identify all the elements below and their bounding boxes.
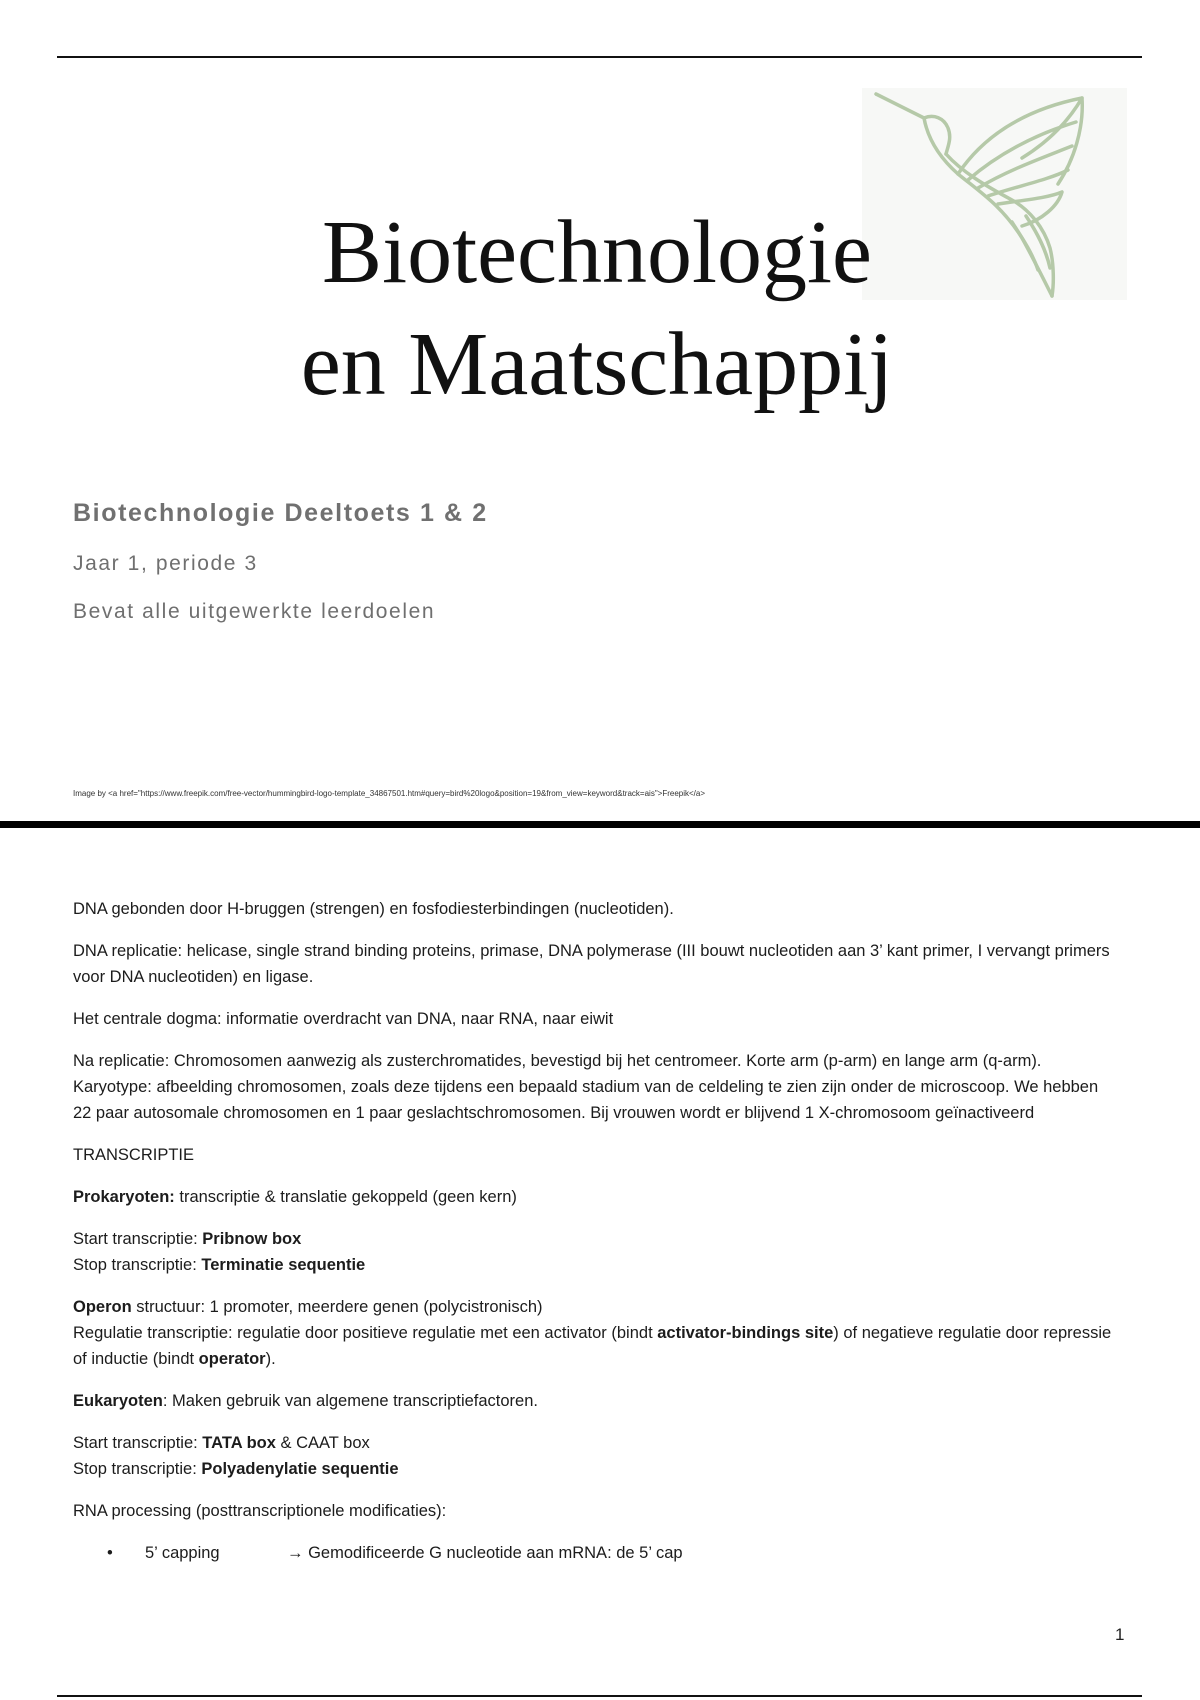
paragraph-central-dogma: Het centrale dogma: informatie overdracht van DNA, naar RNA, naar eiwit	[73, 1010, 614, 1028]
paragraph-chromosomes: Na replicatie: Chromosomen aanwezig als zusterchromatides, bevestigd bij het centromeer. Korte arm (p-arm) en lange arm (q-arm). Karyotype: afbeelding chromosomen, zoals deze tijdens een bepaald stadium van de celdeling te zien zijn onder de microscoop. We hebben 22 paar autosomale chromosomen en 1 paar geslachtschromosomen. Bij vrouwen wordt er blijvend 1 X-chromosoom geïnactiveerd	[73, 1052, 1099, 1122]
euk-start-label: Start transcriptie:	[73, 1434, 203, 1452]
bullet-term: 5’ capping	[145, 1544, 220, 1562]
page-number: 1	[1115, 1625, 1125, 1644]
description-label: Bevat alle uitgewerkte leerdoelen	[73, 600, 436, 623]
paragraph-operon	[73, 1294, 1118, 1372]
document-title-line-2: en Maatschappij	[300, 315, 894, 414]
paragraph-euk-start-stop	[73, 1430, 1118, 1482]
paragraph-prok-start-stop	[73, 1226, 1118, 1278]
subtitle: Biotechnologie Deeltoets 1 & 2	[73, 499, 488, 527]
regulatie-term-1: activator-bindings site	[657, 1324, 834, 1342]
regulatie-term-2: operator	[198, 1350, 266, 1368]
paragraph-dna-bonds: DNA gebonden door H-bruggen (strengen) en fosfodiesterbindingen (nucleotiden).	[73, 900, 674, 918]
list-item	[73, 1540, 1118, 1566]
regulatie-text-2: ) of negatieve regulatie door repressie of inductie (bindt	[73, 1324, 1112, 1368]
paragraph-dna-replication: DNA replicatie: helicase, single strand binding proteins, primase, DNA polymerase (III bouwt nucleotiden aan 3’ kant primer, I vervangt primers voor DNA nucleotiden) en ligase.	[73, 942, 1110, 986]
regulatie-text-1: Regulatie transcriptie: regulatie door positieve regulatie met een activator (bindt	[73, 1324, 658, 1342]
document-title-line-1: Biotechnologie	[322, 203, 872, 302]
eukaryoten-text: : Maken gebruik van algemene transcriptiefactoren.	[162, 1392, 538, 1410]
prok-start-term: Pribnow box	[202, 1230, 302, 1248]
regulatie-text-3: ).	[265, 1350, 276, 1368]
prok-stop-label: Stop transcriptie:	[73, 1256, 202, 1274]
prokaryoten-term: Prokaryoten:	[73, 1188, 175, 1206]
section-heading-transcriptie: TRANSCRIPTIE	[73, 1146, 195, 1164]
bullet-description: → Gemodificeerde G nucleotide aan mRNA: de 5’ cap	[287, 1544, 683, 1562]
prok-stop-term: Terminatie sequentie	[201, 1256, 366, 1274]
image-credit: Image by <a href="https://www.freepik.com/free-vector/hummingbird-logo-template_34867501.htm#query=bird%20logo&position=19&from_view=keyword&track=ais">Freepik</a>	[73, 789, 706, 798]
bullet-icon: •	[107, 1544, 113, 1562]
page-content	[73, 896, 1118, 1582]
eukaryoten-term: Eukaryoten	[73, 1392, 163, 1410]
euk-stop-label: Stop transcriptie:	[73, 1460, 202, 1478]
paragraph-rna-processing: RNA processing (posttranscriptionele modificaties):	[73, 1502, 447, 1520]
euk-stop-term: Polyadenylatie sequentie	[201, 1460, 399, 1478]
prok-start-label: Start transcriptie:	[73, 1230, 203, 1248]
top-rule	[57, 56, 1142, 58]
operon-term: Operon	[73, 1298, 132, 1316]
bottom-rule	[57, 1695, 1142, 1697]
prokaryoten-text: transcriptie & translatie gekoppeld (geen kern)	[174, 1188, 517, 1206]
paragraph-prokaryoten	[73, 1184, 1118, 1210]
euk-start-term: TATA box	[202, 1434, 276, 1452]
operon-text: structuur: 1 promoter, meerdere genen (polycistronisch)	[131, 1298, 543, 1316]
page-break-rule	[0, 821, 1200, 828]
period-label: Jaar 1, periode 3	[73, 552, 258, 575]
euk-start-rest: & CAAT box	[275, 1434, 370, 1452]
paragraph-eukaryoten	[73, 1388, 1118, 1414]
